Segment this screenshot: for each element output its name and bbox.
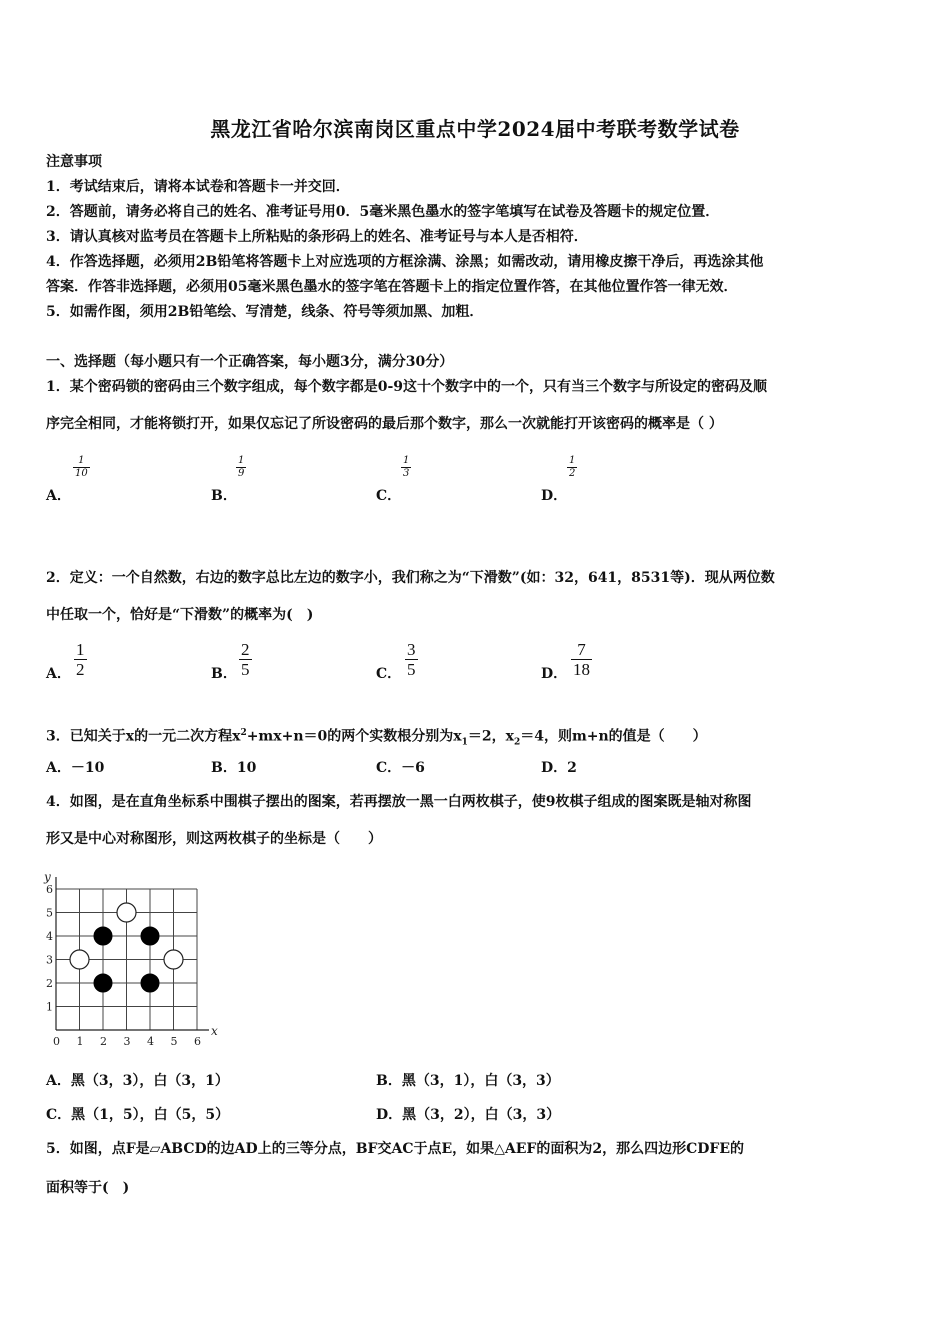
x-tick-label: 0 (53, 1035, 60, 1048)
q1-option-c-fraction (401, 455, 411, 480)
denominator: 2 (76, 660, 85, 679)
q1-option-a-label: A． (46, 488, 71, 504)
numerator: 3 (407, 640, 416, 659)
y-tick-label: 3 (46, 953, 53, 967)
y-tick-label: 2 (46, 977, 53, 990)
denominator: 3 (403, 468, 410, 479)
q2-text-line2: 中任取一个，恰好是“下滑数”的概率为( ) (46, 607, 314, 623)
q5-text-line1: 5．如图，点F是▱ABCD的边AD上的三等分点，BF交AC于点E，如果△AEF的面积为2，那么四边形CDFE的 (46, 1141, 745, 1157)
q1-option-c-label: C． (376, 488, 402, 504)
q1-option-d-label: D． (541, 488, 568, 504)
numerator: 2 (241, 640, 250, 659)
q1-text-line2: 序完全相同，才能将锁打开，如果仅忘记了所设密码的最后那个数字，那么一次就能打开该密码的概率是（ ） (46, 416, 723, 432)
q3-superscript: 2 (240, 728, 247, 738)
y-tick-label: 1 (46, 1000, 53, 1014)
x-tick-label: 3 (123, 1035, 131, 1048)
q2-option-b-label: B． (211, 666, 237, 682)
q1-option-b-fraction (236, 455, 246, 480)
denominator: 5 (407, 660, 416, 679)
notice-heading: 注意事项 (46, 154, 102, 170)
y-tick-label: 6 (46, 883, 53, 896)
q2-option-d-fraction (571, 640, 592, 679)
q3-text (46, 723, 707, 752)
white-stone (70, 950, 89, 969)
numerator: 1 (238, 455, 245, 466)
q2-option-d-label: D． (541, 666, 568, 682)
notice-item-1: 1．考试结束后，请将本试卷和答题卡一并交回． (46, 179, 350, 195)
numerator: 1 (76, 640, 85, 659)
q3-text-part1: 3．已知关于x的一元二次方程x (46, 728, 241, 745)
notice-item-2: 2．答题前，请务必将自己的姓名、准考证号用0．5毫米黑色墨水的签字笔填写在试卷及答题卡的规定位置． (46, 204, 720, 220)
q2-option-a-fraction (74, 640, 87, 679)
y-tick-label: 4 (46, 930, 53, 943)
black-stone (94, 974, 112, 992)
numerator: 1 (569, 455, 576, 466)
denominator: 18 (573, 660, 590, 679)
q1-option-d-fraction (567, 455, 577, 480)
q1-option-a-fraction (73, 455, 90, 480)
q5-text-line2: 面积等于( ) (46, 1180, 130, 1196)
q3-option-a: A．－10 (46, 760, 105, 776)
black-stone (141, 927, 159, 945)
y-axis-label: y (44, 870, 51, 884)
page-title: 黑龙江省哈尔滨南岗区重点中学2024届中考联考数学试卷 (210, 117, 740, 141)
denominator: 10 (75, 468, 88, 479)
q1-option-b-label: B． (211, 488, 237, 504)
black-stone (94, 927, 112, 945)
black-stone (141, 974, 159, 992)
q2-option-c-fraction (405, 640, 418, 679)
x-tick-label: 4 (147, 1035, 154, 1048)
q4-option-b: B．黑（3，1），白（3，3） (376, 1073, 560, 1089)
q3-subscript-2: 2 (513, 737, 521, 748)
denominator: 5 (241, 660, 250, 679)
q2-option-b-fraction (239, 640, 252, 679)
x-tick-label: 1 (76, 1035, 84, 1048)
q3-subscript-1: 1 (461, 737, 468, 748)
x-tick-label: 6 (194, 1035, 201, 1048)
q4-option-a: A．黑（3，3），白（3，1） (46, 1073, 229, 1089)
y-tick-label: 5 (46, 906, 53, 920)
notice-item-4: 4．作答选择题，必须用2B铅笔将答题卡上对应选项的方框涂满、涂黑；如需改动，请用橡皮擦干净后，再选涂其他 (46, 254, 764, 270)
q3-text-part2: +mx+n＝0的两个实数根分别为x (246, 728, 462, 745)
q3-option-b: B．10 (211, 760, 257, 776)
q2-option-a-label: A． (46, 666, 71, 682)
numerator: 1 (403, 455, 410, 466)
denominator: 2 (569, 468, 576, 479)
q4-option-d: D．黑（3，2），白（3，3） (376, 1107, 561, 1123)
x-tick-label: 5 (170, 1035, 178, 1048)
notice-item-5: 5．如需作图，须用2B铅笔绘、写清楚，线条、符号等须加黑、加粗． (46, 304, 484, 320)
denominator: 9 (238, 468, 245, 479)
q3-text-part3: ＝2，x (467, 728, 514, 745)
q1-text-line1: 1．某个密码锁的密码由三个数字组成，每个数字都是0-9这十个数字中的一个，只有当三个数字与所设定的密码及顺 (46, 379, 768, 395)
q4-text-line2: 形又是中心对称图形，则这两枚棋子的坐标是（ ） (46, 831, 382, 847)
numerator: 1 (78, 455, 85, 466)
x-tick-label: 2 (100, 1035, 107, 1048)
white-stone (117, 903, 136, 922)
q4-option-c: C．黑（1，5），白（5，5） (46, 1107, 230, 1123)
q3-option-d: D．2 (541, 760, 577, 776)
x-axis-label: x (211, 1024, 218, 1038)
notice-item-4-cont: 答案．作答非选择题，必须用05毫米黑色墨水的签字笔在答题卡上的指定位置作答，在其他位置作答一律无效． (46, 279, 738, 295)
numerator: 7 (577, 640, 586, 659)
q3-text-part4: ＝4，则m+n的值是（ ） (520, 728, 707, 745)
q4-text-line1: 4．如图，是在直角坐标系中围棋子摆出的图案，若再摆放一黑一白两枚棋子，使9枚棋子组成的图案既是轴对称图 (46, 794, 752, 810)
section-heading: 一、选择题（每小题只有一个正确答案，每小题3分，满分30分） (46, 354, 454, 370)
go-board-figure (36, 862, 236, 1054)
white-stone (164, 950, 183, 969)
q3-option-c: C．－6 (376, 760, 425, 776)
notice-item-3: 3．请认真核对监考员在答题卡上所粘贴的条形码上的姓名、准考证号与本人是否相符． (46, 229, 588, 245)
q2-text-line1: 2．定义：一个自然数，右边的数字总比左边的数字小，我们称之为“下滑数”(如：32，641，8531等)．现从两位数 (46, 570, 775, 586)
q2-option-c-label: C． (376, 666, 402, 682)
